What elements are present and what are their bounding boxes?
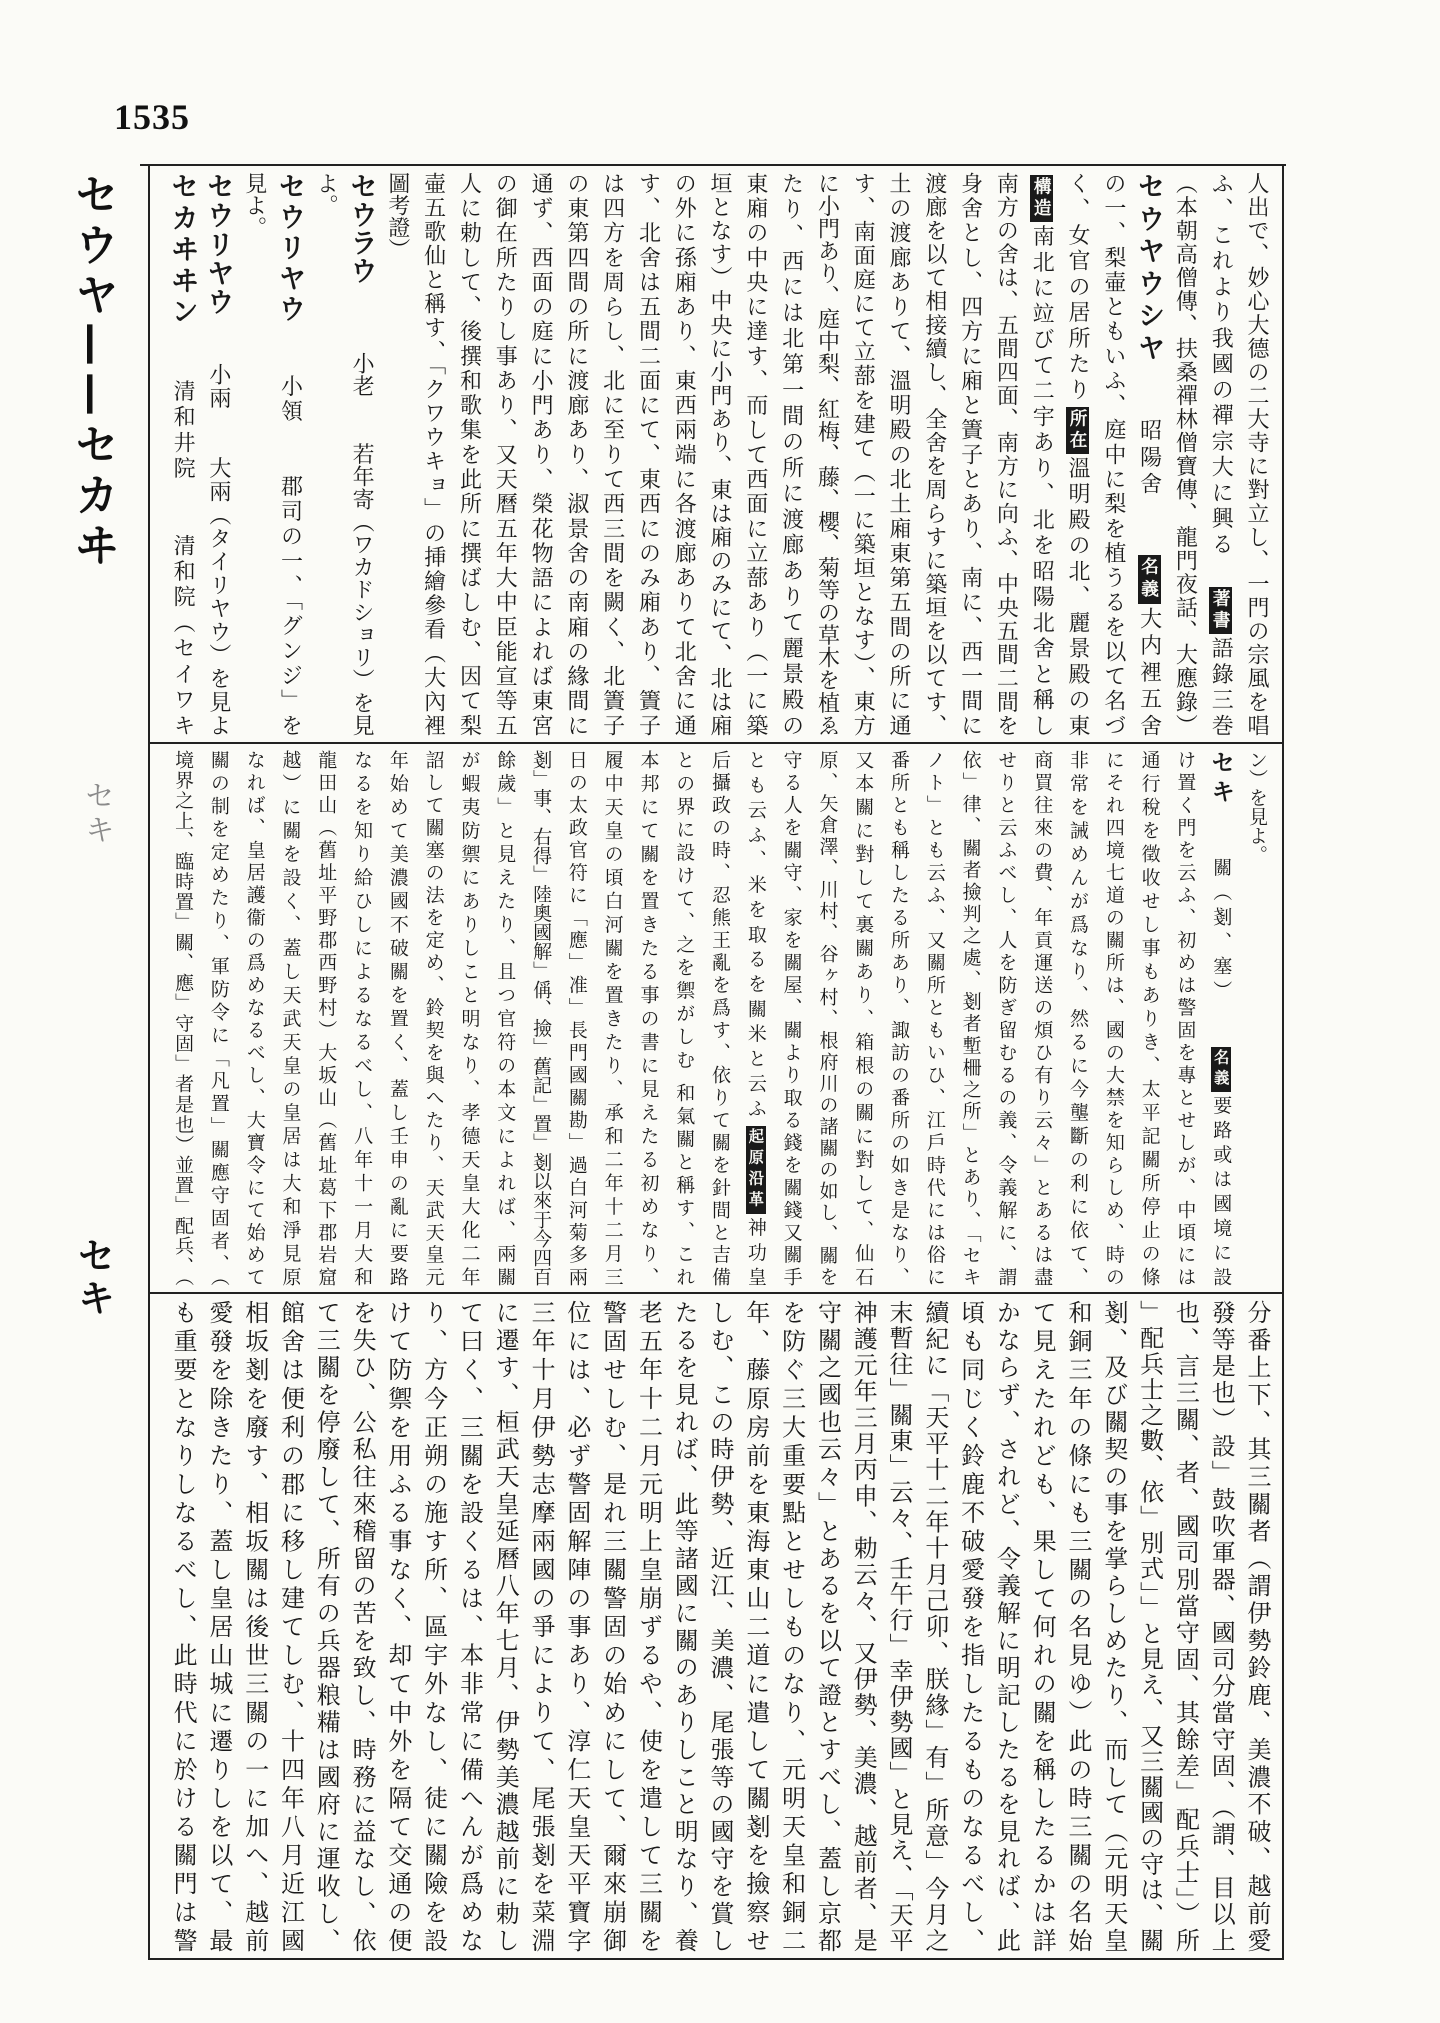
text-run: 小兩 大兩（タイリヤウ）を見よ	[205, 316, 231, 736]
text-column	[1023, 1300, 1059, 1952]
text-column	[415, 172, 451, 736]
text-column	[1131, 1300, 1167, 1952]
text-run: 越）に關を設く、蓋し天武天皇の皇居は大和淨見原	[279, 750, 302, 1286]
text-run: て三關を停廢して、所有の兵器粮糒は國府に運收し、	[312, 1300, 341, 1952]
text-column	[307, 750, 343, 1286]
text-column	[1238, 172, 1274, 736]
text-run: の東第四間の所に渡廊あり、淑景舍の南廂の緣間に	[563, 172, 589, 736]
text-column	[665, 750, 701, 1286]
text-column	[415, 750, 451, 1286]
text-column	[1095, 1300, 1131, 1952]
text-run: 大内裡五舍	[1136, 607, 1162, 736]
text-column	[952, 172, 988, 736]
text-run: 非常を誡めんが爲なり、然るに今壟斷の利に依て、	[1067, 750, 1090, 1286]
text-run: 人出で、妙心大德の二大寺に對立し、一門の宗風を唱	[1244, 172, 1269, 736]
text-run: よ。	[313, 172, 339, 216]
headword: セキ	[1207, 750, 1236, 809]
text-run: 餘歲」と見えたり、且つ官符の本文によれば、兩關	[494, 750, 517, 1286]
text-column	[522, 1300, 558, 1952]
text-run: り、方今正朔の施す所、區宇外なし、徒に關險を設	[419, 1300, 448, 1952]
text-column	[558, 750, 594, 1286]
text-run: かならず、されど、令義解に明記したるを見れば、此	[992, 1300, 1021, 1952]
text-column	[272, 1300, 308, 1952]
text-run: 見よ。	[241, 172, 267, 238]
text-run: とも云ふ、米を取るを關米と云ふ	[744, 750, 767, 1123]
text-column	[665, 1300, 701, 1952]
text-column	[594, 1300, 630, 1952]
margin-headword: セキ	[71, 1236, 115, 1320]
text-column	[307, 172, 343, 736]
text-run: 身舍とし、四方に廂と簀子とあり、南に、西一間に	[957, 172, 983, 736]
text-column	[844, 1300, 880, 1952]
text-run: （本朝高僧傳、扶桑禪林僧寶傳、龍門夜話、大應錄）	[1172, 172, 1198, 736]
text-run: 土の渡廊ありて、溫明殿の北土廂東第五間の所に通	[886, 172, 912, 736]
text-column	[844, 172, 880, 736]
text-column	[1167, 750, 1203, 1286]
text-run: 守る人を關守、家を關屋、關より取る錢を關錢又關手	[780, 750, 803, 1286]
section-label: 構造	[1031, 177, 1053, 220]
text-column	[1023, 750, 1059, 1286]
text-column	[451, 1300, 487, 1952]
text-column	[737, 1300, 773, 1952]
text-column	[486, 1300, 522, 1952]
text-run: 關の制を定めたり、軍防令に「凡置」關應守固者、（	[207, 750, 230, 1286]
text-column	[343, 1300, 379, 1952]
text-run: を失ひ、公私往來稽留の苦を致し、時務に益なし、依	[348, 1300, 377, 1952]
text-column	[164, 172, 200, 736]
section-label: 著書	[1210, 589, 1232, 632]
text-run: 通ず、西面の庭に小門あり、榮花物語によれば東宮	[528, 172, 554, 736]
text-column	[200, 1300, 236, 1952]
text-run: 履中天皇の頃白河關を置きたり、承和二年十二月三	[601, 750, 624, 1286]
text-run: 日の太政官符に「應」准」長門國關勘」過白河菊多兩	[565, 750, 588, 1286]
text-column	[1167, 172, 1203, 736]
text-run: 老五年十二月元明上皇崩ずるや、使を遣して三關を	[634, 1300, 663, 1952]
text-run: に小門あり、庭中梨、紅梅、藤、櫻、菊等の草木を植ゑ	[814, 172, 840, 736]
text-run: 番所とも稱したる所あり、諏訪の番所の如き是なり、	[888, 750, 911, 1286]
entry-band-top	[162, 172, 1274, 736]
text-column	[522, 750, 558, 1286]
rule-line	[148, 164, 150, 1960]
text-column	[594, 172, 630, 736]
text-column	[701, 172, 737, 736]
text-column	[558, 1300, 594, 1952]
text-run: の外に孫廂あり、東西兩端に各渡廊ありて北舍に通	[671, 172, 697, 736]
text-run: て見えたれども、果して何れの關を稱したるかは詳	[1028, 1300, 1057, 1952]
text-run: 昭陽舍	[1136, 365, 1162, 553]
text-column	[1238, 750, 1274, 1286]
text-column	[737, 750, 773, 1286]
text-run: 原、矢倉澤、川村、谷ヶ村、根府川の諸關の如し、關を	[816, 750, 839, 1286]
text-column	[1059, 172, 1095, 736]
headword: セカヰヰン	[166, 172, 199, 329]
text-column	[988, 750, 1024, 1286]
text-column	[1202, 750, 1238, 1286]
text-run: 語錄三巻	[1208, 636, 1234, 736]
text-column	[773, 750, 809, 1286]
text-column	[916, 1300, 952, 1952]
text-column	[236, 172, 272, 736]
text-run: 龍田山（舊址平野郡西野村）大坂山（舊址葛下郡岩窟	[315, 750, 338, 1286]
text-run: の御在所たりし事あり、又天曆五年大中臣能宣等五	[492, 172, 518, 736]
text-column	[916, 750, 952, 1286]
text-run: 神護元年三月丙申、勅云々、又伊勢、美濃、越前者、是	[849, 1300, 878, 1952]
text-column	[200, 750, 236, 1286]
text-run: 相坂剗を廢す、相坂關は後世三關の一に加へ、越前	[240, 1300, 269, 1952]
text-column	[451, 172, 487, 736]
text-run: 續紀に「天平十二年十月己卯、朕緣」有」所意」今月之	[920, 1300, 949, 1952]
headword: セウヤウシヤ	[1132, 172, 1165, 366]
rule-line	[148, 1292, 1284, 1294]
section-label: 名義	[1138, 557, 1160, 603]
text-run: 末暫往」關東」云々、壬午行」幸伊勢國」と見え、「天平	[885, 1300, 914, 1952]
text-column	[952, 1300, 988, 1952]
text-column	[737, 172, 773, 736]
text-column	[952, 750, 988, 1286]
text-run: 人に勅して、後撰和歌集を此所に撰ばしむ、因て梨	[456, 172, 482, 736]
text-run: 和銅三年の條にも三關の名見ゆ）此の時三關の名始	[1064, 1300, 1093, 1952]
text-run: 小領 郡司の一、「グンジ」を	[277, 324, 303, 736]
text-run: 南方の舍は、五間四面、南方に向ふ、中央五間二間を	[993, 172, 1019, 736]
text-run: にそれ四境七道の關所は、國の大禁を知らしめ、時の	[1102, 750, 1125, 1286]
headword: セウラウ	[345, 172, 378, 285]
text-column	[773, 1300, 809, 1952]
text-column	[630, 1300, 666, 1952]
text-column	[164, 750, 200, 1286]
text-run: 愛發を除きたり、蓋し皇居山城に遷りしを以て、最	[204, 1300, 233, 1952]
text-column	[236, 750, 272, 1286]
rule-line	[1282, 164, 1284, 1960]
text-run: 南北に竝びて二宇あり、北を昭陽北舍と稱し	[1029, 224, 1055, 736]
text-run: 關（剗、塞）	[1210, 808, 1233, 1045]
text-run: 」配兵士之數、依」別式」」と見え、又三關國の守は、關	[1135, 1300, 1164, 1952]
text-column	[701, 1300, 737, 1952]
text-run: 本邦にて關を置きたる事の書に見えたる初めなり、	[637, 750, 660, 1286]
text-run: 頃も同じく鈴鹿不破愛發を指したるものなるべし、	[956, 1300, 985, 1952]
text-column	[415, 1300, 451, 1952]
text-run: との界に設けて、之を禦がしむ 和氣關と稱す、これ	[673, 750, 696, 1286]
section-label: 起原沿革	[746, 1128, 765, 1213]
text-run: 分番上下、其三關者（謂伊勢鈴鹿、美濃不破、越前愛	[1243, 1300, 1271, 1952]
text-column	[1095, 172, 1131, 736]
text-column	[200, 172, 236, 736]
text-column	[343, 172, 379, 736]
text-run: 商買往來の費、年貢運送の煩ひ有り云々」とあるは盡	[1031, 750, 1054, 1286]
text-run: 也、言三關、者、國司別當守固、其餘差」配兵士」）所	[1171, 1300, 1200, 1952]
text-column	[343, 750, 379, 1286]
text-run: しむ、この時伊勢、近江、美濃、尾張等の國守を賞し	[706, 1300, 735, 1952]
text-run: けて防禦を用ふる事なく、却て中外を隔て交通の便	[383, 1300, 412, 1952]
text-column	[1202, 1300, 1238, 1952]
rule-line	[140, 164, 1286, 166]
text-run: ふ、これより我國の禪宗大に興る	[1208, 172, 1234, 585]
text-run: す、北舍は五間二面にて、東西にのみ廂あり、簀子	[635, 172, 661, 736]
text-run: を防ぐ三大重要點とせしものなり、元明天皇和銅二	[777, 1300, 806, 1952]
text-column	[1131, 172, 1167, 736]
text-run: 溫明殿の北、麗景殿の東	[1065, 456, 1091, 736]
section-label: 名義	[1212, 1049, 1231, 1091]
text-column	[164, 1300, 200, 1952]
text-run: 發等是也）設」鼓吹軍器、國司分當守固、（謂、目以上	[1207, 1300, 1236, 1952]
text-run: たり、西には北第一間の所に渡廊ありて麗景殿の	[778, 172, 804, 736]
text-column	[236, 1300, 272, 1952]
text-column	[379, 750, 415, 1286]
margin-headword: セキ	[79, 780, 114, 848]
text-column	[1202, 172, 1238, 736]
text-column	[916, 172, 952, 736]
text-run: たるを見れば、此等諸國に關のありしこと明なり、養	[670, 1300, 699, 1952]
text-column	[272, 750, 308, 1286]
rule-line	[148, 742, 1284, 744]
text-column	[1059, 1300, 1095, 1952]
text-column	[988, 1300, 1024, 1952]
running-head-range: セウヤ——セカヰ	[67, 172, 118, 572]
text-run: く、女官の居所たり	[1065, 172, 1091, 404]
text-column	[272, 172, 308, 736]
rule-line	[148, 1958, 1284, 1960]
text-run: 東廂の中央に達す、而して西面に立蔀あり（一に築	[742, 172, 768, 736]
text-column	[880, 750, 916, 1286]
text-run: 館舍は便利の郡に移し建てしむ、十四年八月近江國	[276, 1300, 305, 1952]
text-column	[630, 750, 666, 1286]
text-run: 依」律、關者撿判之處、剗者塹柵之所」とあり、「セキ	[959, 750, 982, 1286]
text-run: 通行稅を徵收せし事もありき、太平記關所停止の條	[1138, 750, 1161, 1286]
text-run: 又本關に對して裏關あり、箱根の關に對して、仙石	[852, 750, 875, 1286]
text-column	[522, 172, 558, 736]
text-run: 要路或は國境に設	[1210, 1095, 1233, 1286]
text-column	[988, 172, 1024, 736]
text-column	[379, 172, 415, 736]
page-number: 1535	[114, 97, 190, 137]
text-column	[1167, 1300, 1203, 1952]
text-run: 守關之國也云々」とあるを以て證とすべし、蓋し京都	[813, 1300, 842, 1952]
text-column	[594, 750, 630, 1286]
text-run: て曰く、三關を設くるは、本非常に備へんが爲めな	[455, 1300, 484, 1952]
entry-band-bottom	[162, 1300, 1274, 1952]
text-column	[773, 172, 809, 736]
headword: セウリヤウ	[201, 172, 234, 317]
text-run: 后攝政の時、忍熊王亂を爲す、依りて關を針間と吉備	[709, 750, 732, 1286]
text-run: す、南面庭にて立蔀を建て（一に築垣となす）、東方	[850, 172, 876, 736]
text-column	[880, 1300, 916, 1952]
text-run: の一、梨壷ともいふ、庭中に梨を植うるを以て名づ	[1100, 172, 1126, 736]
text-run: 小老 若年寄（ワカドショリ）を見	[349, 284, 375, 736]
text-column	[307, 1300, 343, 1952]
text-run: 渡廊を以て相接續し、全舍を周らすに築垣を以てす、	[921, 172, 947, 736]
text-run: も重要となりしなるべし、此時代に於ける關門は警	[169, 1300, 198, 1952]
text-column	[809, 172, 845, 736]
text-run: 壷五歌仙と稱す、「クワウキョ」の挿繪參看（大內裡	[420, 172, 446, 736]
text-run: 神功皇	[744, 1217, 767, 1286]
text-run: け置く門を云ふ、初めは警固を專とせしが、中頃には	[1174, 750, 1197, 1286]
section-label: 所在	[1067, 408, 1089, 452]
text-run: 剗、及び關契の事を掌らしめたり、而して（元明天皇	[1099, 1300, 1128, 1952]
text-column	[701, 750, 737, 1286]
text-run: は四方を周らし、北に至りて西三間を闕く、北簀子	[599, 172, 625, 736]
text-run: が蝦夷防禦にありしこと明なり、孝德天皇大化二年	[458, 750, 481, 1286]
text-column	[665, 172, 701, 736]
headword: セウリヤウ	[273, 172, 306, 325]
text-run: 垣となす）中央に小門あり、東は廂のみにて、北は廂	[707, 172, 733, 736]
text-column	[1023, 172, 1059, 736]
text-run: ノト」とも云ふ、又關所ともいひ、江戶時代には俗に	[923, 750, 946, 1286]
text-column	[630, 172, 666, 736]
text-column	[1238, 1300, 1274, 1952]
text-column	[880, 172, 916, 736]
text-run: なるを知り給ひしによるなるべし、八年十一月大和	[351, 750, 374, 1286]
text-run: 位には、必ず警固解陣の事あり、淳仁天皇天平寶字	[562, 1300, 591, 1952]
text-run: 圖考證）	[384, 172, 410, 260]
text-run: せりと云ふべし、人を防ぎ留むるの義、令義解に、謂	[995, 750, 1018, 1286]
text-run: 詔して關塞の法を定め、鈴契を與へたり、天武天皇元	[422, 750, 445, 1286]
text-column	[558, 172, 594, 736]
text-run: 三年十月伊勢志摩兩國の爭によりて、尾張剗を菜淵	[527, 1300, 556, 1952]
text-column	[1095, 750, 1131, 1286]
text-run: に遷す、桓武天皇延曆八年七月、伊勢美濃越前に勅し	[491, 1300, 520, 1952]
text-run: 年始めて美濃國不破關を置く、蓋し壬申の亂に要路	[386, 750, 409, 1286]
text-column	[844, 750, 880, 1286]
text-run: 警固せしむ、是れ三關警固の始めにして、爾來崩御	[598, 1300, 627, 1952]
text-column	[486, 172, 522, 736]
text-column	[451, 750, 487, 1286]
text-run: 年、藤原房前を東海東山二道に遣して關剗を撿察せ	[741, 1300, 770, 1952]
text-column	[809, 1300, 845, 1952]
text-run: 剗」事、右得」陸奧國解」偁、撿」舊記」置」剗以來于今四百	[530, 750, 553, 1286]
text-column	[379, 1300, 415, 1952]
text-column	[486, 750, 522, 1286]
text-run: 清和井院 清和院（セイワキ	[170, 328, 196, 736]
text-run: ン）を見よ。	[1246, 750, 1268, 864]
text-column	[1131, 750, 1167, 1286]
text-column	[1059, 750, 1095, 1286]
text-column	[809, 750, 845, 1286]
text-run: なれば、皇居護衞の爲めなるべし、大寶令にて始めて	[243, 750, 266, 1286]
entry-band-middle	[162, 750, 1274, 1286]
text-run: 境界之上、臨時置」關、應」守固」者是也）並置」配兵、（	[172, 750, 195, 1286]
